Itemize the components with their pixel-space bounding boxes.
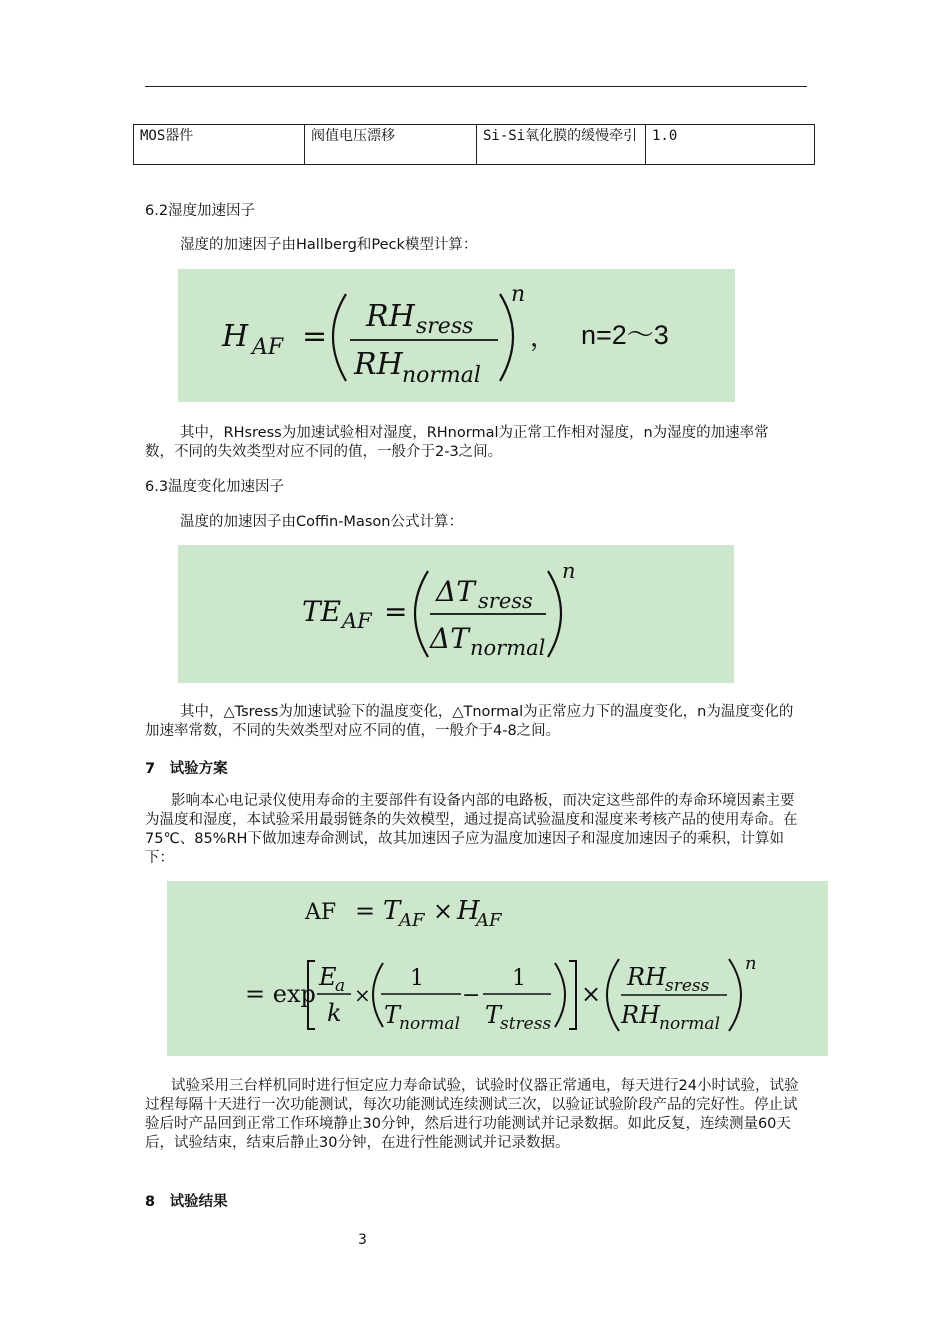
section-heading-7: 7 试验方案 xyxy=(145,761,228,777)
formula-left-paren xyxy=(415,571,428,657)
table-row xyxy=(134,125,815,165)
temperature-explain: 其中，△Tsress为加速试验下的温度变化，△Tnormal为正常应力下的温度变化，n为温度变化的加速率常数，不同的失效类型对应不同的值，一般介于4-8之间。 xyxy=(145,704,794,739)
page-number: 3 xyxy=(358,1232,367,1248)
formula-one-a: 1 xyxy=(410,966,424,991)
formula-eq1: = xyxy=(355,897,376,925)
formula-denominator: ΔT xyxy=(430,622,469,655)
formula-right-paren xyxy=(500,294,513,381)
formula-rh-left-paren xyxy=(607,959,619,1031)
table-cell-failure-mode: 阀值电压漂移 xyxy=(305,125,477,165)
formula-equals: = xyxy=(384,595,408,628)
formula-rh-right-paren xyxy=(729,959,741,1031)
formula-times1: × xyxy=(433,897,454,925)
formula-left-paren xyxy=(333,294,346,381)
formula-rhn: RH xyxy=(621,1001,660,1029)
section-heading-8: 8 试验结果 xyxy=(145,1194,228,1210)
formula-condition: n=2～3 xyxy=(581,320,669,350)
humidity-formula xyxy=(178,269,735,402)
temperature-formula xyxy=(178,545,734,683)
section-heading-6-2: 6.2湿度加速因子 xyxy=(145,203,256,219)
formula-inner-right-paren xyxy=(555,963,565,1027)
formula-lhs: TE xyxy=(302,595,342,628)
formula-denominator-sub: normal xyxy=(470,636,546,660)
formula-right-bracket xyxy=(569,961,576,1029)
formula-exponent: n xyxy=(511,282,526,307)
formula-tn-sub: normal xyxy=(399,1014,461,1034)
temperature-intro: 温度的加速因子由Coffin-Mason公式计算： xyxy=(180,514,463,530)
formula-ea: E xyxy=(319,963,337,991)
formula-ea-sub: a xyxy=(335,976,346,996)
humidity-intro: 湿度的加速因子由Hallberg和Peck模型计算： xyxy=(180,237,478,253)
formula-one-b: 1 xyxy=(512,966,526,991)
combined-formula xyxy=(167,881,828,1056)
section-heading-6-3: 6.3温度变化加速因子 xyxy=(145,479,285,495)
formula-h: H xyxy=(457,896,480,926)
formula-eq2-exp: = exp xyxy=(245,980,316,1008)
formula-times3: × xyxy=(581,980,602,1008)
formula-numerator-sub: sress xyxy=(478,589,533,613)
table-cell-mechanism: Si-Si氧化膜的缓慢牵引 xyxy=(477,125,646,165)
formula-h-sub: AF xyxy=(476,910,502,931)
formula-times2: × xyxy=(354,983,371,1007)
formula-rhs-sub: sress xyxy=(665,976,710,996)
table-cell-value: 1.0 xyxy=(646,125,815,165)
formula-exponent: n xyxy=(562,559,576,583)
formula-minus: − xyxy=(462,983,481,1008)
formula-ts-sub: stress xyxy=(500,1014,552,1034)
formula-comma: ， xyxy=(530,323,557,353)
formula-exponent: n xyxy=(745,953,757,974)
formula-k: k xyxy=(327,999,342,1027)
formula-lhs: H xyxy=(222,319,249,354)
formula-lhs-sub: AF xyxy=(252,335,284,360)
test-plan-paragraph: 影响本心电记录仪使用寿命的主要部件有设备内部的电路板，而决定这些部件的寿命环境因素主要为温度和湿度，本试验采用最弱链条的失效模型，通过提高试验温度和湿度来考核产品的使用寿命。在75℃、85%RH下做加速寿命测试，故其加速因子应为温度加速因子和湿度加速因子的乘积，计算如下： xyxy=(145,793,798,866)
formula-equals: = xyxy=(302,319,328,354)
formula-t-sub: AF xyxy=(399,910,425,931)
formula-lhs-sub: AF xyxy=(342,609,372,633)
formula-rhs: RH xyxy=(627,963,666,991)
header-rule xyxy=(145,86,807,87)
table-cell-device: MOS器件 xyxy=(134,125,305,165)
humidity-explain: 其中，RHsress为加速试验相对湿度，RHnormal为正常工作相对湿度，n为湿度的加速率常数，不同的失效类型对应不同的值，一般介于2-3之间。 xyxy=(145,425,769,460)
formula-right-paren xyxy=(548,571,561,657)
formula-rhn-sub: normal xyxy=(659,1014,721,1034)
formula-ts: T xyxy=(485,1001,502,1029)
formula-t: T xyxy=(383,896,401,926)
test-procedure-paragraph: 试验采用三台样机同时进行恒定应力寿命试验，试验时仪器正常通电，每天进行24小时试验，试验过程每隔十天进行一次功能测试，每次功能测试连续测试三次，以验证试验阶段产品的完好性。停止试验后时产品回到正常工作环境静止30分钟，然后进行功能测试并记录数据。如此反复，连续测量60天后，试验结束，结束后静止30分钟，在进行性能测试并记录数据。 xyxy=(145,1078,799,1151)
failure-table xyxy=(133,124,815,165)
formula-numerator: RH xyxy=(366,299,415,334)
formula-inner-left-paren xyxy=(373,963,383,1027)
formula-denominator: RH xyxy=(354,347,403,382)
formula-numerator: ΔT xyxy=(436,575,475,608)
formula-denominator-sub: normal xyxy=(402,363,481,388)
formula-af: AF xyxy=(305,900,337,925)
formula-numerator-sub: sress xyxy=(416,314,474,339)
formula-tn: T xyxy=(384,1001,401,1029)
